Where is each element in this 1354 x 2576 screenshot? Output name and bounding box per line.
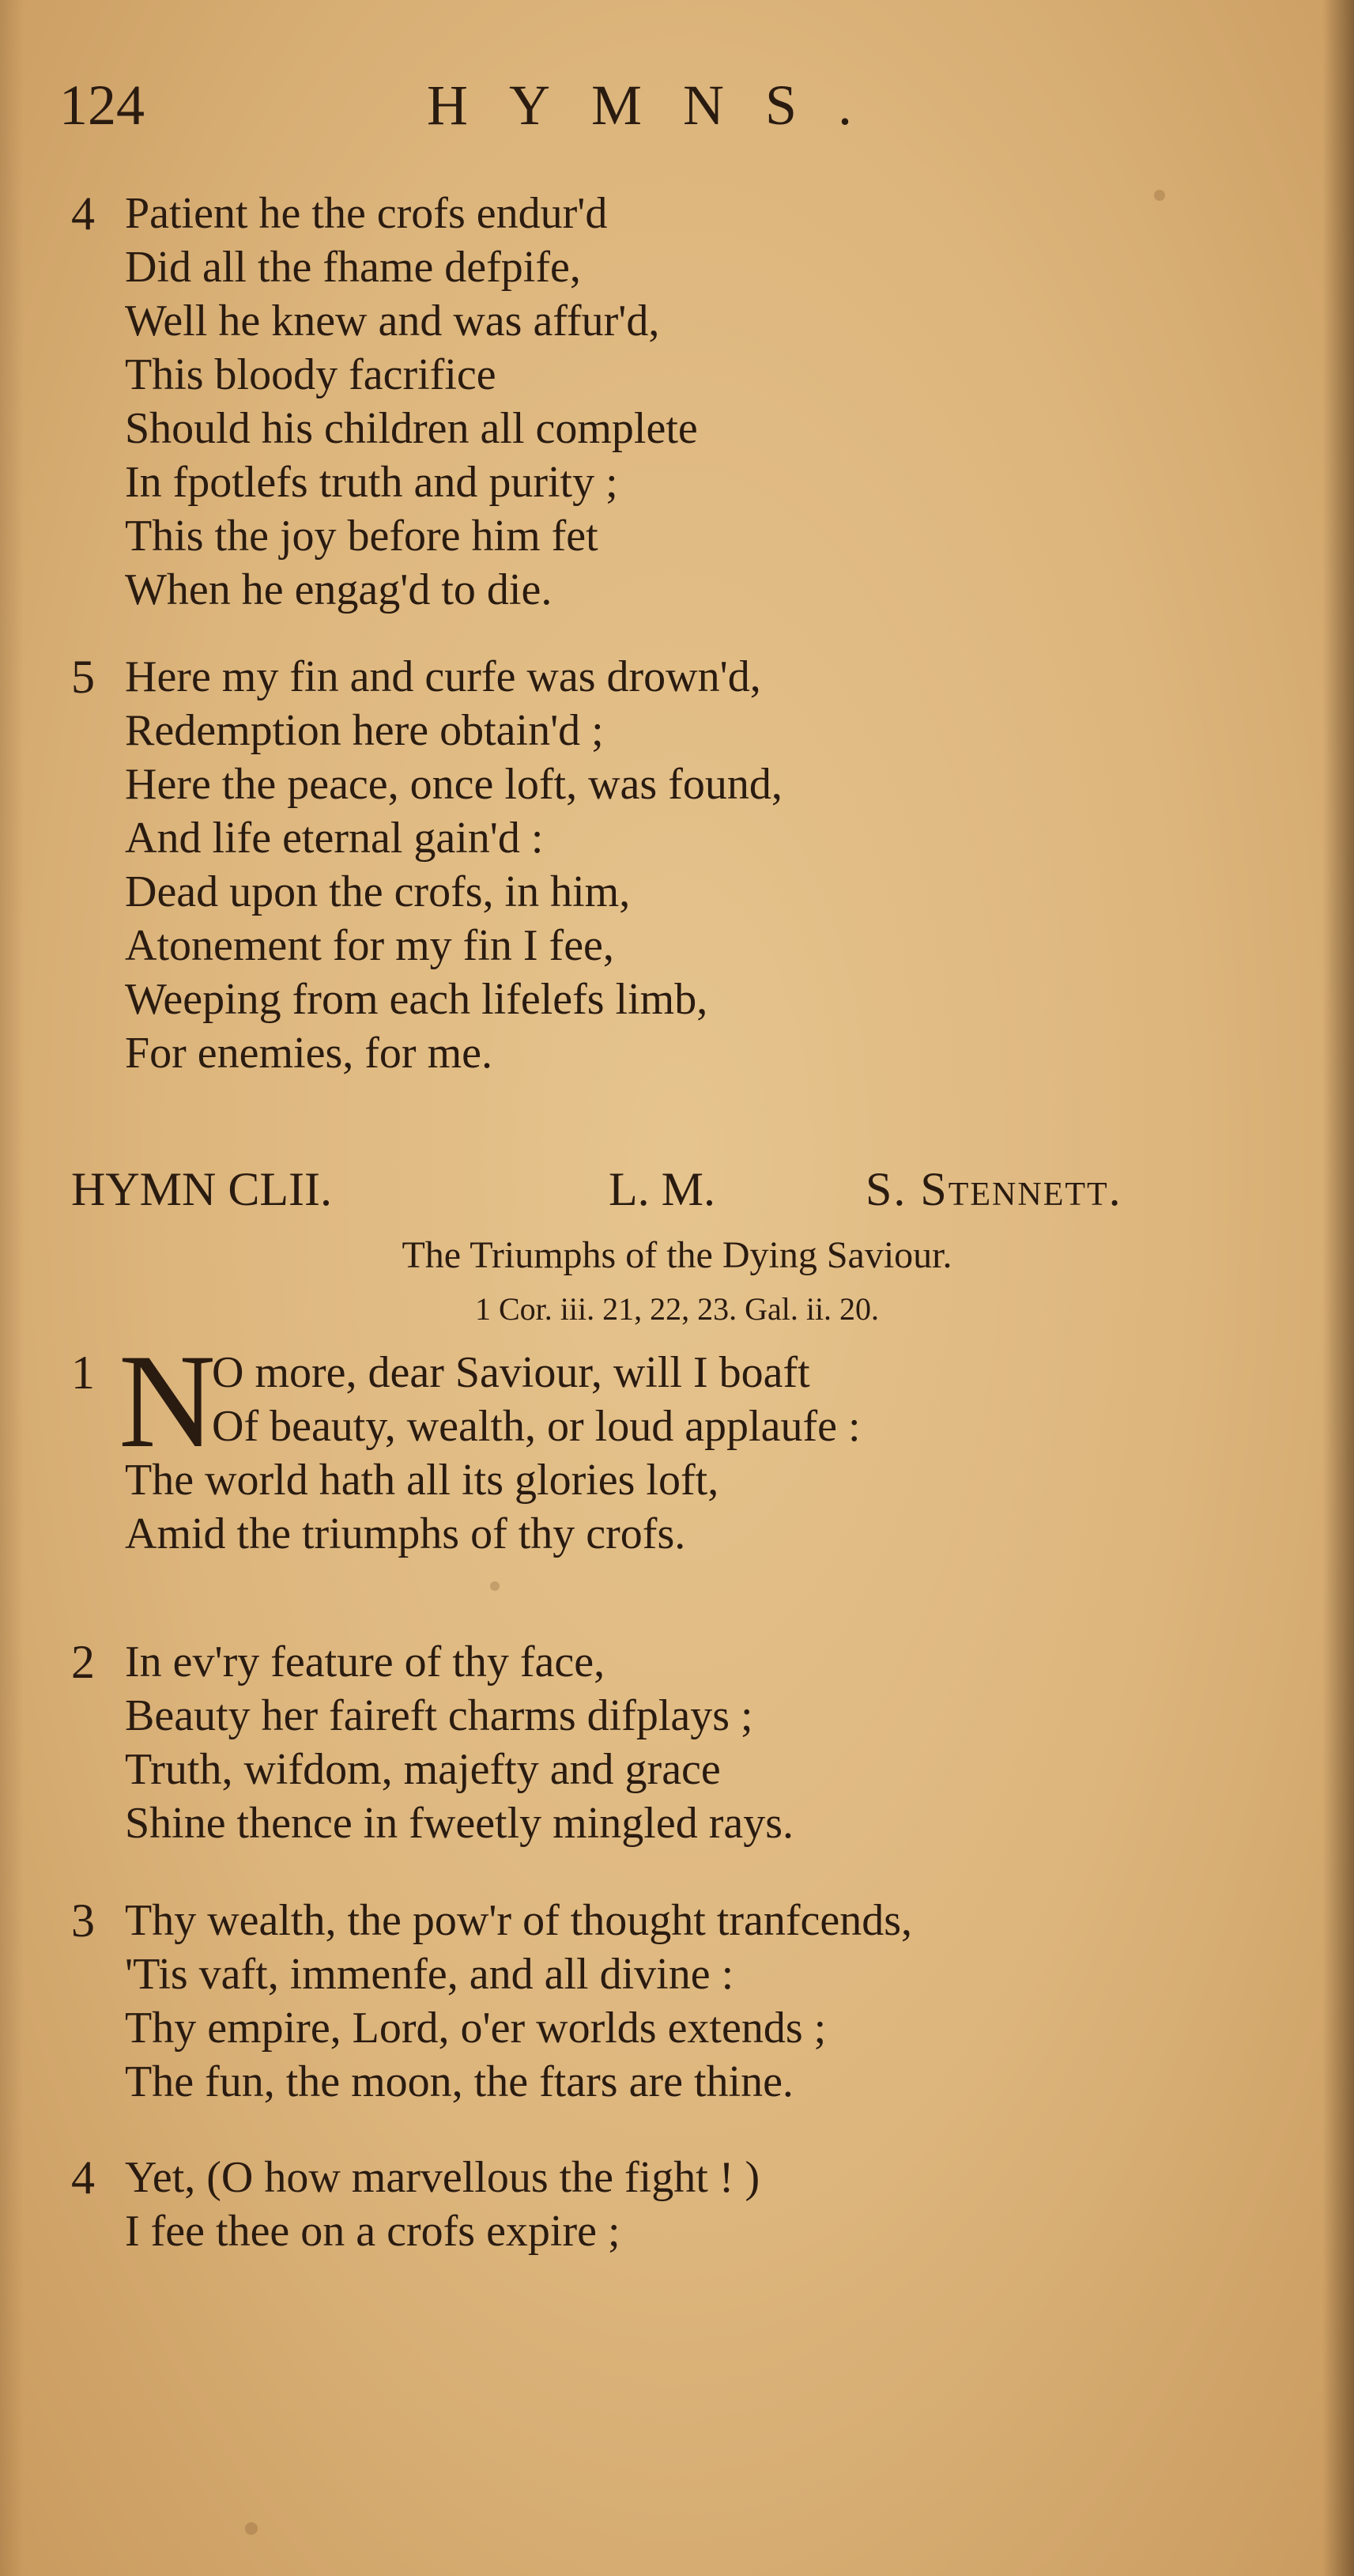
verse-line: Thy empire, Lord, o'er worlds extends ; xyxy=(125,2004,827,2053)
foxing-spot xyxy=(490,1581,500,1591)
verse-line: And life eternal gain'd : xyxy=(125,814,544,863)
verse-line: Yet, (O how marvellous the fight ! ) xyxy=(125,2153,760,2202)
verse-line: Beauty her faireft charms difplays ; xyxy=(125,1691,753,1740)
verse-line: Shine thence in fweetly mingled rays. xyxy=(125,1799,794,1848)
verse-line: For enemies, for me. xyxy=(125,1029,492,1078)
verse-line: Patient he the crofs endur'd xyxy=(125,189,608,238)
verse-line: The world hath all its glories loft, xyxy=(125,1456,719,1505)
running-head: HYMNS. xyxy=(427,74,894,137)
verse-2 xyxy=(71,1635,1320,1850)
verse-number: 2 xyxy=(71,1636,95,1688)
verse-number: 4 xyxy=(71,187,95,240)
page-gutter-shadow xyxy=(0,0,24,2576)
page-header xyxy=(0,73,1354,144)
verse-line: Redemption here obtain'd ; xyxy=(125,706,604,755)
verse-number: 1 xyxy=(71,1347,95,1399)
verse-line: Here the peace, once loft, was found, xyxy=(125,760,783,809)
hymn-author: S. Stennett. xyxy=(866,1163,1122,1215)
hymn-meter: L. M. xyxy=(609,1163,715,1215)
verse-line: Should his children all complete xyxy=(125,404,698,453)
verse-4-prev xyxy=(71,187,1320,617)
verse-4 xyxy=(71,2151,1320,2258)
verse-line: Here my fin and curfe was drown'd, xyxy=(125,652,761,701)
hymn-subtitle: The Triumphs of the Dying Saviour. xyxy=(402,1234,952,1276)
verse-line: Weeping from each lifelefs limb, xyxy=(125,975,708,1024)
drop-cap: N xyxy=(119,1327,216,1475)
verse-line: Of beauty, wealth, or loud applaufe : xyxy=(212,1402,861,1451)
verse-line: This bloody facrifice xyxy=(125,350,496,399)
verse-line: 'Tis vaft, immenfe, and all divine : xyxy=(125,1950,734,1999)
verse-number: 5 xyxy=(71,651,95,703)
hymn-title: HYMN CLII. xyxy=(71,1163,332,1215)
verse-line: Amid the triumphs of thy crofs. xyxy=(125,1509,686,1558)
verse-5-prev xyxy=(71,650,1320,1080)
verse-line: The fun, the moon, the ftars are thine. xyxy=(125,2057,794,2106)
verse-3 xyxy=(71,1894,1320,2109)
verse-line: This the joy before him fet xyxy=(125,512,598,561)
verse-1 xyxy=(71,1327,1320,1561)
scripture-reference: 1 Cor. iii. 21, 22, 23. Gal. ii. 20. xyxy=(474,1291,880,1327)
page-number: 124 xyxy=(59,74,145,137)
verse-line: O more, dear Saviour, will I boaft xyxy=(212,1348,810,1397)
verse-line: I fee thee on a crofs expire ; xyxy=(125,2207,620,2256)
page-edge-shadow xyxy=(1322,0,1354,2576)
verse-line: Did all the fhame defpife, xyxy=(125,243,581,292)
verse-line: Thy wealth, the pow'r of thought tranfcends, xyxy=(125,1896,913,1945)
verse-line: Dead upon the crofs, in him, xyxy=(125,867,631,916)
verse-line: When he engag'd to die. xyxy=(125,565,553,614)
verse-number: 4 xyxy=(71,2151,95,2204)
verse-line: Atonement for my fin I fee, xyxy=(125,921,614,970)
verse-line: Well he knew and was affur'd, xyxy=(125,297,660,346)
verse-number: 3 xyxy=(71,1894,95,1947)
verse-line: In ev'ry feature of thy face, xyxy=(125,1637,605,1686)
foxing-spot xyxy=(245,2522,258,2535)
verse-line: In fpotlefs truth and purity ; xyxy=(125,458,618,507)
verse-line: Truth, wifdom, majefty and grace xyxy=(125,1745,721,1794)
